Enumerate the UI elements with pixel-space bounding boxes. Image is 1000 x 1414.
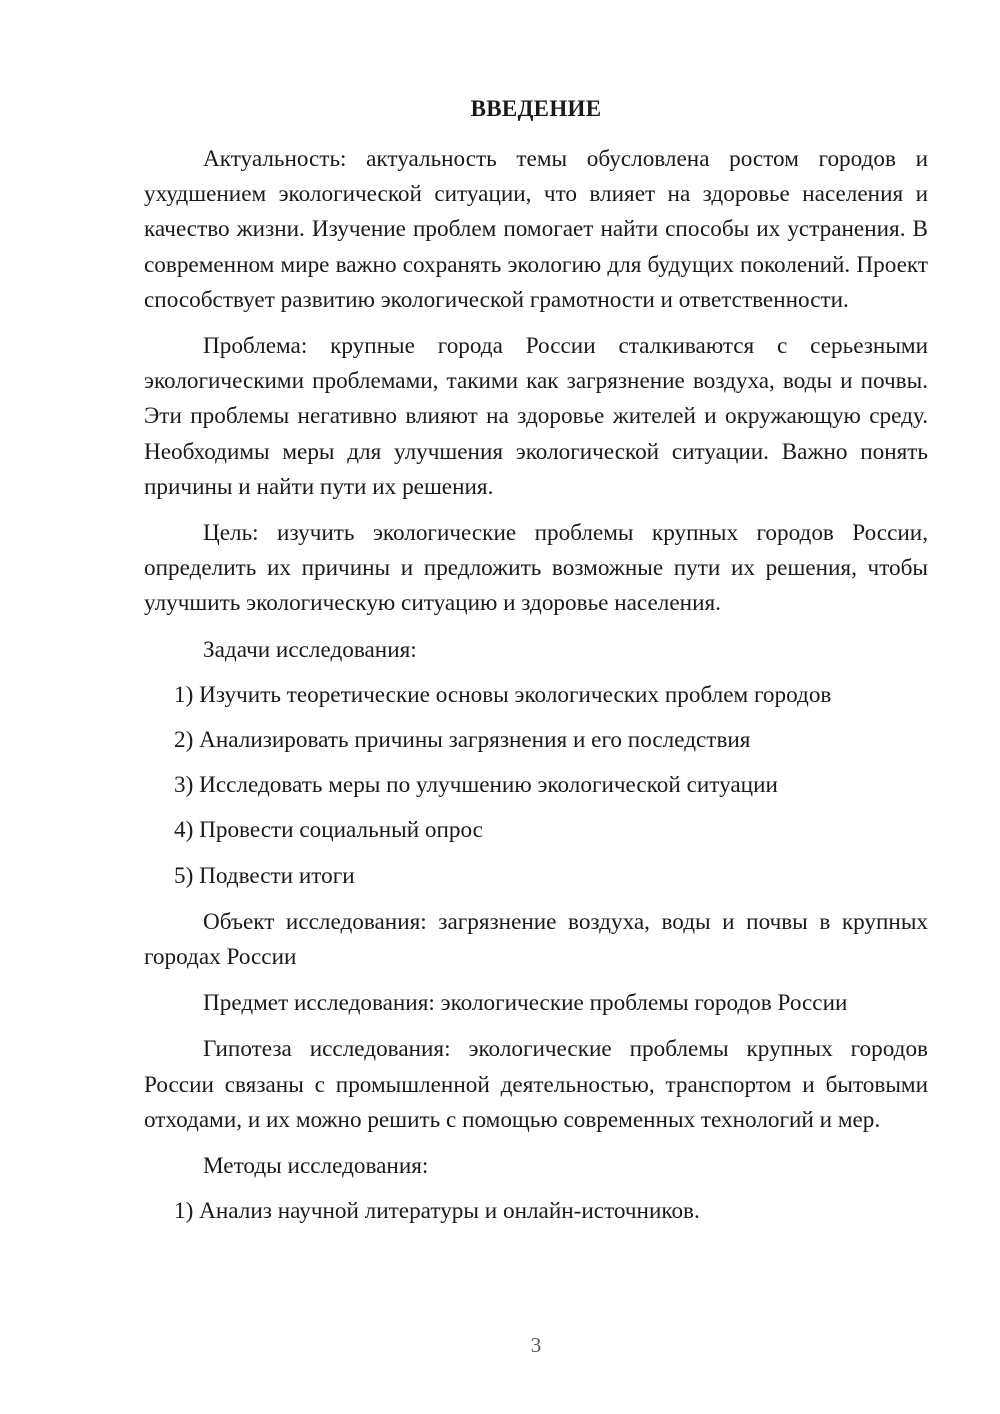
hypothesis-paragraph: Гипотеза исследования: экологические проблемы крупных городов России связаны с промышленной деятельностью, транспортом и бытовыми отходами, и их можно решить с помощью современных технологий и мер. [144,1036,928,1133]
object-paragraph: Объект исследования: загрязнение воздуха, воды и почвы в крупных городах России [144,908,928,971]
goal-paragraph: Цель: изучить экологические проблемы крупных городов России, определить их причины и предложить возможные пути их решения, чтобы улучшить экологическую ситуацию и здоровье населения. [144,520,928,617]
subject-paragraph: Предмет исследования: экологические проблемы городов России [203,990,848,1017]
section-title: ВВЕДЕНИЕ [470,96,602,121]
relevance-paragraph: Актуальность: актуальность темы обусловлена ростом городов и ухудшением экологической ситуации, что влияет на здоровье населения и качество жизни. Изучение проблем помогает найти способы их устранения. В современном мире важно сохранять экологию для будущих поколений. Проект способствует развитию экологической грамотности и ответственности. [144,146,928,313]
document-body [144,142,928,1229]
page-number: 3 [530,1333,542,1357]
task-item: 4) Провести социальный опрос [174,817,483,844]
task-item: 2) Анализировать причины загрязнения и его последствия [174,727,751,754]
problem-paragraph: Проблема: крупные города России сталкиваются с серьезными экологическими проблемами, такими как загрязнение воздуха, воды и почвы. Эти проблемы негативно влияют на здоровье жителей и окружающую среду. Необходимы меры для улучшения экологической ситуации. Важно понять причины и найти пути их решения. [144,333,928,500]
tasks-heading: Задачи исследования: [203,636,417,663]
task-item: 3) Исследовать меры по улучшению экологической ситуации [174,772,778,799]
task-item: 1) Изучить теоретические основы экологических проблем городов [174,681,832,708]
method-item: 1) Анализ научной литературы и онлайн-источников. [174,1198,700,1225]
methods-heading: Методы исследования: [203,1153,429,1180]
task-item: 5) Подвести итоги [174,862,355,889]
